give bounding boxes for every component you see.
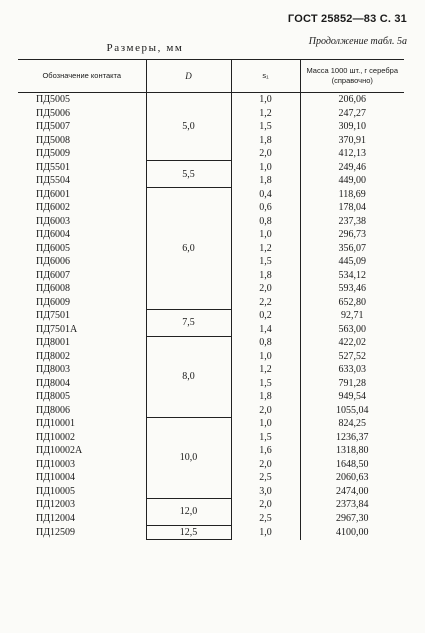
contact-designation-cell: ПД6004 bbox=[36, 229, 71, 241]
silver-mass-cell: 356,07 bbox=[300, 242, 404, 256]
contact-designation-cell: ПД8006 bbox=[36, 404, 71, 416]
silver-mass-cell: 2967,30 bbox=[300, 512, 404, 526]
silver-mass-cell: 4100,00 bbox=[300, 525, 404, 540]
header-contact-designation: Обозначение контакта bbox=[18, 60, 146, 93]
table-row bbox=[18, 498, 404, 512]
thickness-cell: 1,2 bbox=[231, 363, 300, 377]
contact-designation-cell: ПД8001 bbox=[36, 337, 71, 349]
contact-designation-cell: ПД5007 bbox=[36, 121, 71, 133]
diameter-cell: 7,5 bbox=[146, 309, 231, 336]
table-header-row bbox=[18, 60, 404, 93]
header-thickness: s₁ bbox=[231, 60, 300, 93]
silver-mass-cell: 118,69 bbox=[300, 188, 404, 202]
contact-designation-cell: ПД12509 bbox=[36, 526, 76, 538]
silver-mass-cell: 652,80 bbox=[300, 296, 404, 310]
silver-mass-cell: 309,10 bbox=[300, 120, 404, 134]
thickness-cell: 1,0 bbox=[231, 350, 300, 364]
silver-mass-cell: 593,46 bbox=[300, 282, 404, 296]
silver-mass-cell: 296,73 bbox=[300, 228, 404, 242]
thickness-cell: 1,5 bbox=[231, 120, 300, 134]
contact-designation-cell: ПД7501А bbox=[36, 323, 78, 335]
silver-mass-cell: 791,28 bbox=[300, 377, 404, 391]
diameter-cell: 5,0 bbox=[146, 93, 231, 161]
contact-designation-cell: ПД10001 bbox=[36, 418, 76, 430]
contact-designation-cell: ПД8003 bbox=[36, 364, 71, 376]
header-silver-mass: Масса 1000 шт., г серебра (справочно) bbox=[300, 60, 404, 93]
thickness-cell: 1,0 bbox=[231, 525, 300, 540]
silver-mass-cell: 445,09 bbox=[300, 255, 404, 269]
table-body bbox=[18, 93, 404, 540]
thickness-cell: 2,0 bbox=[231, 498, 300, 512]
silver-mass-cell: 563,00 bbox=[300, 323, 404, 337]
thickness-cell: 1,5 bbox=[231, 431, 300, 445]
contact-designation-cell: ПД12003 bbox=[36, 499, 76, 511]
table-row bbox=[18, 188, 404, 202]
diameter-cell: 12,5 bbox=[146, 525, 231, 540]
thickness-cell: 0,4 bbox=[231, 188, 300, 202]
contact-designation-cell: ПД5501 bbox=[36, 161, 71, 173]
contact-designation-cell: ПД7501 bbox=[36, 310, 71, 322]
silver-mass-cell: 206,06 bbox=[300, 93, 404, 107]
thickness-cell: 2,0 bbox=[231, 404, 300, 418]
contact-designation-cell: ПД5008 bbox=[36, 134, 71, 146]
thickness-cell: 1,5 bbox=[231, 377, 300, 391]
contact-designation-cell: ПД5005 bbox=[18, 93, 146, 107]
contact-designation-cell: ПД10002 bbox=[36, 431, 76, 443]
silver-mass-cell: 2373,84 bbox=[300, 498, 404, 512]
contact-designation-cell: ПД6003 bbox=[36, 215, 71, 227]
table-caption-title: Размеры, мм bbox=[106, 42, 184, 54]
thickness-cell: 1,6 bbox=[231, 444, 300, 458]
silver-mass-cell: 824,25 bbox=[300, 417, 404, 431]
thickness-cell: 2,0 bbox=[231, 458, 300, 472]
thickness-cell: 1,0 bbox=[231, 417, 300, 431]
contact-designation-cell: ПД5006 bbox=[36, 107, 71, 119]
silver-mass-cell: 633,03 bbox=[300, 363, 404, 377]
contact-designation-cell: ПД5009 bbox=[36, 148, 71, 160]
thickness-cell: 2,2 bbox=[231, 296, 300, 310]
diameter-cell: 5,5 bbox=[146, 161, 231, 188]
contact-designation-cell: ПД6002 bbox=[36, 202, 71, 214]
silver-mass-cell: 370,91 bbox=[300, 134, 404, 148]
silver-mass-cell: 237,38 bbox=[300, 215, 404, 229]
page-header: ГОСТ 25852—83 С. 31 bbox=[287, 13, 407, 25]
thickness-cell: 0,8 bbox=[231, 336, 300, 350]
table-row bbox=[18, 93, 404, 107]
contact-designation-cell: ПД6007 bbox=[36, 269, 71, 281]
thickness-cell: 1,8 bbox=[231, 134, 300, 148]
thickness-cell: 1,0 bbox=[231, 228, 300, 242]
thickness-cell: 1,8 bbox=[231, 269, 300, 283]
thickness-cell: 0,2 bbox=[231, 309, 300, 323]
silver-mass-cell: 249,46 bbox=[300, 161, 404, 175]
contact-designation-cell: ПД6009 bbox=[36, 296, 71, 308]
contact-designation-cell: ПД6005 bbox=[36, 242, 71, 254]
thickness-cell: 1,5 bbox=[231, 255, 300, 269]
silver-mass-cell: 2060,63 bbox=[300, 471, 404, 485]
contact-designation-cell: ПД6001 bbox=[36, 188, 71, 200]
thickness-cell: 0,8 bbox=[231, 215, 300, 229]
silver-mass-cell: 534,12 bbox=[300, 269, 404, 283]
table-continuation-label: Продолжение табл. 5а bbox=[308, 36, 407, 47]
thickness-cell: 1,4 bbox=[231, 323, 300, 337]
thickness-cell: 0,6 bbox=[231, 201, 300, 215]
silver-mass-cell: 527,52 bbox=[300, 350, 404, 364]
silver-mass-cell: 1648,50 bbox=[300, 458, 404, 472]
contact-designation-cell: ПД10004 bbox=[36, 472, 76, 484]
table-row bbox=[18, 336, 404, 350]
thickness-cell: 2,0 bbox=[231, 147, 300, 161]
silver-mass-cell: 1055,04 bbox=[300, 404, 404, 418]
contact-designation-cell: ПД8002 bbox=[36, 350, 71, 362]
table-row bbox=[18, 525, 404, 540]
diameter-cell: 10,0 bbox=[146, 417, 231, 498]
silver-mass-cell: 1236,37 bbox=[300, 431, 404, 445]
silver-mass-cell: 1318,80 bbox=[300, 444, 404, 458]
thickness-cell: 1,8 bbox=[231, 174, 300, 188]
diameter-cell: 6,0 bbox=[146, 188, 231, 310]
contact-designation-cell: ПД12004 bbox=[36, 512, 76, 524]
table-row bbox=[18, 417, 404, 431]
dimensions-table bbox=[18, 59, 404, 540]
contact-designation-cell: ПД8004 bbox=[36, 377, 71, 389]
thickness-cell: 1,0 bbox=[231, 161, 300, 175]
silver-mass-cell: 178,04 bbox=[300, 201, 404, 215]
contact-designation-cell: ПД6006 bbox=[36, 256, 71, 268]
thickness-cell: 3,0 bbox=[231, 485, 300, 499]
thickness-cell: 1,2 bbox=[231, 107, 300, 121]
silver-mass-cell: 412,13 bbox=[300, 147, 404, 161]
silver-mass-cell: 949,54 bbox=[300, 390, 404, 404]
thickness-cell: 1,2 bbox=[231, 242, 300, 256]
thickness-cell: 2,5 bbox=[231, 512, 300, 526]
silver-mass-cell: 422,02 bbox=[300, 336, 404, 350]
silver-mass-cell: 2474,00 bbox=[300, 485, 404, 499]
silver-mass-cell: 247,27 bbox=[300, 107, 404, 121]
table-row bbox=[18, 161, 404, 175]
table-row bbox=[18, 309, 404, 323]
thickness-cell: 2,0 bbox=[231, 282, 300, 296]
contact-designation-cell: ПД10005 bbox=[36, 485, 76, 497]
contact-designation-cell: ПД10003 bbox=[36, 458, 76, 470]
header-diameter: D bbox=[146, 60, 231, 93]
thickness-cell: 1,0 bbox=[231, 93, 300, 107]
thickness-cell: 2,5 bbox=[231, 471, 300, 485]
silver-mass-cell: 92,71 bbox=[300, 309, 404, 323]
diameter-cell: 8,0 bbox=[146, 336, 231, 417]
silver-mass-cell: 449,00 bbox=[300, 174, 404, 188]
contact-designation-cell: ПД10002А bbox=[36, 445, 83, 457]
contact-designation-cell: ПД5504 bbox=[36, 175, 71, 187]
diameter-cell: 12,0 bbox=[146, 498, 231, 525]
contact-designation-cell: ПД8005 bbox=[36, 391, 71, 403]
contact-designation-cell: ПД6008 bbox=[36, 283, 71, 295]
thickness-cell: 1,8 bbox=[231, 390, 300, 404]
